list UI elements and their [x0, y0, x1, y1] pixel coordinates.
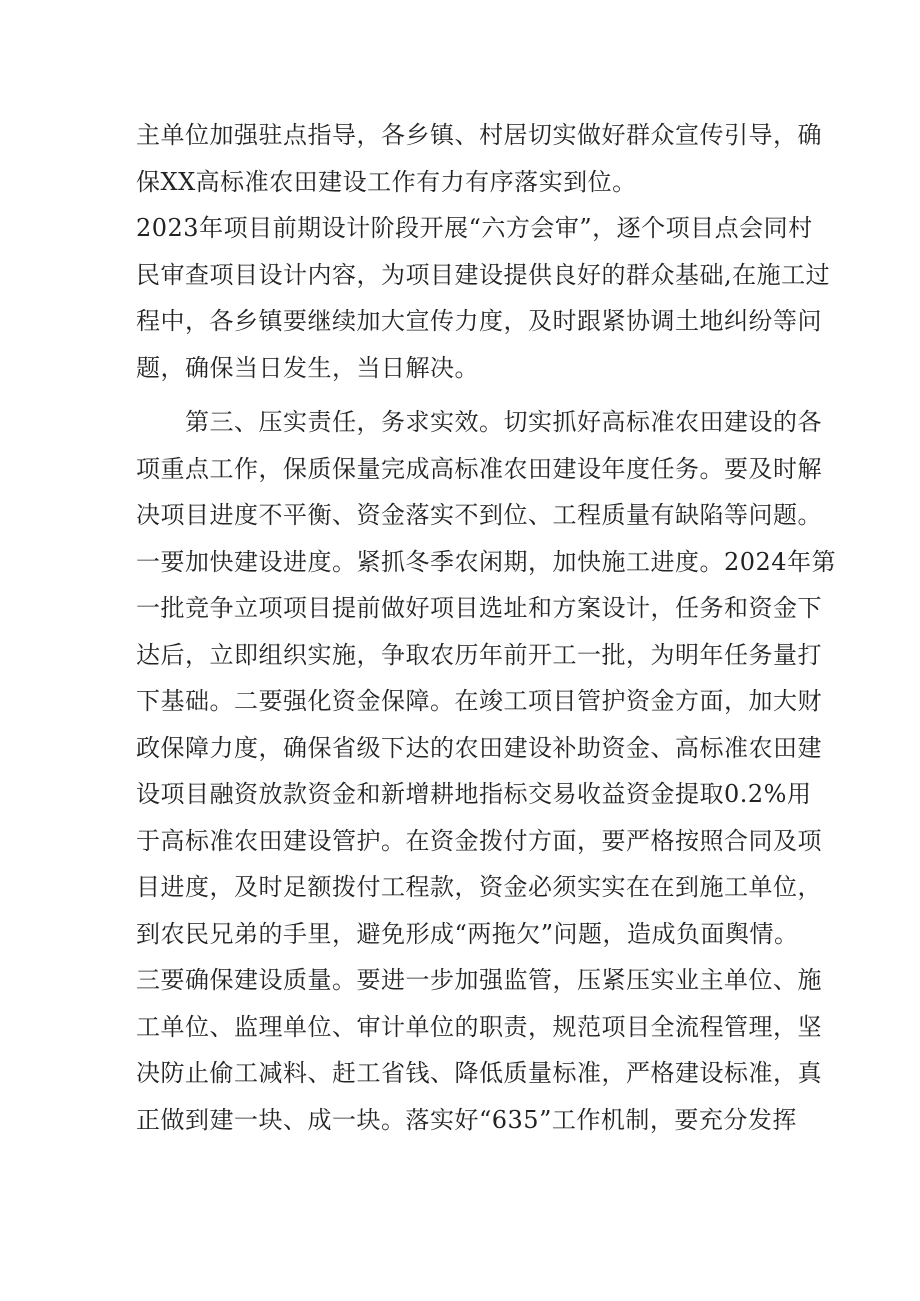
- text-line: 2023年项目前期设计阶段开展“六方会审”，逐个项目点会同村: [136, 214, 813, 242]
- text-line: 正做到建一块、成一块。落实好“635”工作机制，要充分发挥: [136, 1105, 797, 1134]
- text-line: 项重点工作，保质保量完成高标准农田建设年度任务。要及时解: [136, 454, 822, 483]
- text-line: 程中，各乡镇要继续加大宣传力度，及时跟紧协调土地纠纷等问: [136, 307, 822, 335]
- text-line: 于高标准农田建设管护。在资金拨付方面，要严格按照合同及项: [136, 826, 822, 855]
- paragraph-1: [136, 112, 822, 205]
- document-body: [136, 112, 837, 1143]
- text-line: 工单位、监理单位、审计单位的职责，规范项目全流程管理，坚: [136, 1012, 822, 1041]
- text-line: 三要确保建设质量。要进一步加强监管，压紧压实业主单位、施: [136, 966, 822, 994]
- text-line: 决防止偷工减料、赶工省钱、降低质量标准，严格建设标准，真: [136, 1059, 822, 1087]
- text-line: 目进度，及时足额拨付工程款，资金必须实实在在到施工单位，: [136, 873, 822, 901]
- paragraph-2: [136, 205, 831, 391]
- text-line: 保XX高标准农田建设工作有力有序落实到位。: [136, 167, 637, 196]
- text-line: 一要加快建设进度。紧抓冬季农闲期，加快施工进度。2024年第: [136, 547, 837, 576]
- paragraph-3: [136, 399, 837, 1143]
- text-line: 政保障力度，确保省级下达的农田建设补助资金、高标准农田建: [136, 733, 822, 762]
- text-line: 达后，立即组织实施，争取农历年前开工一批，为明年任务量打: [136, 640, 822, 669]
- text-line: 主单位加强驻点指导，各乡镇、村居切实做好群众宣传引导，确: [136, 121, 822, 149]
- text-line: 到农民兄弟的手里，避免形成“两拖欠”问题，造成负面舆情。: [136, 919, 799, 948]
- text-line: 民审查项目设计内容，为项目建设提供良好的群众基础,在施工过: [136, 260, 831, 289]
- text-line: 下基础。二要强化资金保障。在竣工项目管护资金方面，加大财: [136, 687, 822, 715]
- text-line: 一批竞争立项项目提前做好项目选址和方案设计，任务和资金下: [136, 594, 822, 622]
- text-line: 决项目进度不平衡、资金落实不到位、工程质量有缺陷等问题。: [136, 501, 822, 529]
- text-line: 设项目融资放款资金和新增耕地指标交易收益资金提取0.2%用: [136, 780, 812, 808]
- text-line: 题，确保当日发生，当日解决。: [136, 353, 479, 382]
- paragraph-gap: [136, 391, 796, 399]
- text-line: 第三、压实责任，务求实效。切实抓好高标准农田建设的各: [136, 408, 822, 436]
